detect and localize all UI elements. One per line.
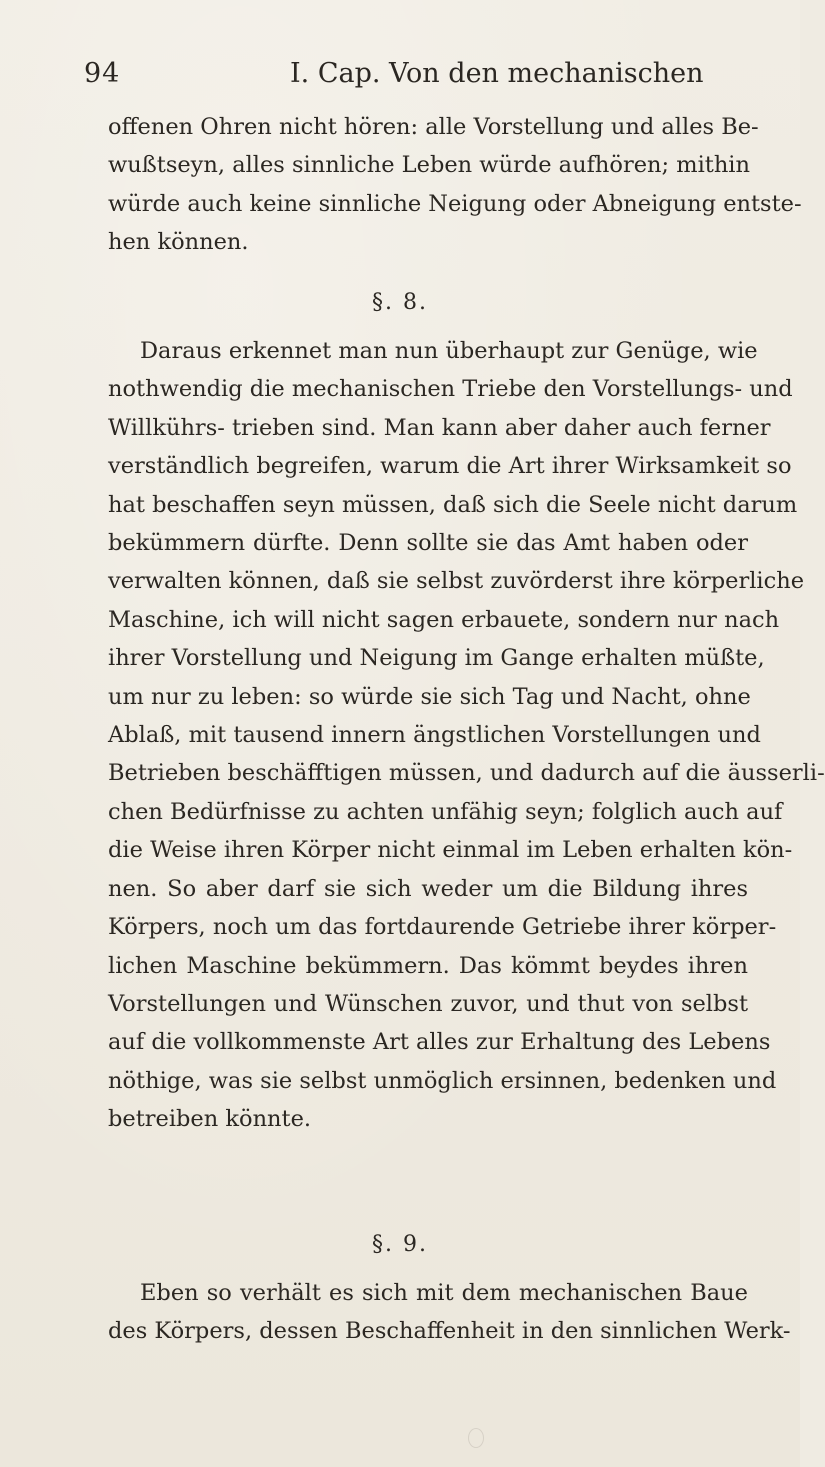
page-number: 94 <box>84 58 121 89</box>
text-line: Maschine, ich will nicht sagen erbauete, sondern nur nach <box>108 606 780 633</box>
section-heading-8: §. 8. <box>372 290 428 315</box>
text-line: die Weise ihren Körper nicht einmal im Leben erhalten kön- <box>108 837 793 864</box>
text-line: um nur zu leben: so würde sie sich Tag und Nacht, ohne <box>108 683 751 710</box>
text-line: lichen Maschine bekümmern. Das kömmt beydes ihren <box>108 952 748 979</box>
text-line: nöthige, was sie selbst unmöglich ersinnen, bedenken und <box>108 1067 777 1094</box>
text-line: nothwendig die mechanischen Triebe den Vorstellungs- und <box>108 376 793 403</box>
page-header <box>84 58 740 98</box>
text-line: auf die vollkommenste Art alles zur Erhaltung des Lebens <box>108 1029 771 1056</box>
text-line: ihrer Vorstellung und Neigung im Gange erhalten müßte, <box>108 645 765 672</box>
text-line: nen. So aber darf sie sich weder um die Bildung ihres <box>108 875 748 902</box>
text-line: Betrieben beschäfftigen müssen, und dadurch auf die äusserli- <box>108 760 825 787</box>
text-line: verwalten können, daß sie selbst zuvörderst ihre körperliche <box>108 568 805 595</box>
section-heading-9: §. 9. <box>372 1232 428 1257</box>
paragraph-intro <box>108 108 802 262</box>
section-9-body <box>108 1274 791 1351</box>
text-line: Daraus erkennet man nun überhaupt zur Genüge, wie <box>140 338 758 364</box>
text-line: hat beschaffen seyn müssen, daß sich die Seele nicht darum <box>108 491 798 518</box>
text-line: offenen Ohren nicht hören: alle Vorstellung und alles Be- <box>108 114 759 140</box>
page-blemish <box>468 1428 484 1448</box>
running-head: I. Cap. Von den mechanischen <box>290 58 704 89</box>
text-line: Eben so verhält es sich mit dem mechanischen Baue <box>140 1280 748 1306</box>
text-line: Ablaß, mit tausend innern ängstlichen Vorstellungen und <box>108 722 761 749</box>
text-line: Körpers, noch um das fortdaurende Getriebe ihrer körper- <box>108 914 777 941</box>
section-8-body <box>108 332 825 1139</box>
text-line: verständlich begreifen, warum die Art ihrer Wirksamkeit so <box>108 453 792 480</box>
text-line: betreiben könnte. <box>108 1106 312 1133</box>
text-line: chen Bedürfnisse zu achten unfähig seyn; folglich auch auf <box>108 798 783 825</box>
text-line: wußtseyn, alles sinnliche Leben würde aufhören; mithin <box>108 152 750 179</box>
text-line: Willkührs- trieben sind. Man kann aber daher auch ferner <box>108 414 771 441</box>
text-line: würde auch keine sinnliche Neigung oder Abneigung entste- <box>108 190 802 217</box>
text-line: bekümmern dürfte. Denn sollte sie das Amt haben oder <box>108 530 748 557</box>
text-line: des Körpers, dessen Beschaffenheit in den sinnlichen Werk- <box>108 1318 791 1345</box>
text-line: Vorstellungen und Wünschen zuvor, und thut von selbst <box>108 990 748 1017</box>
text-line: hen können. <box>108 229 249 256</box>
